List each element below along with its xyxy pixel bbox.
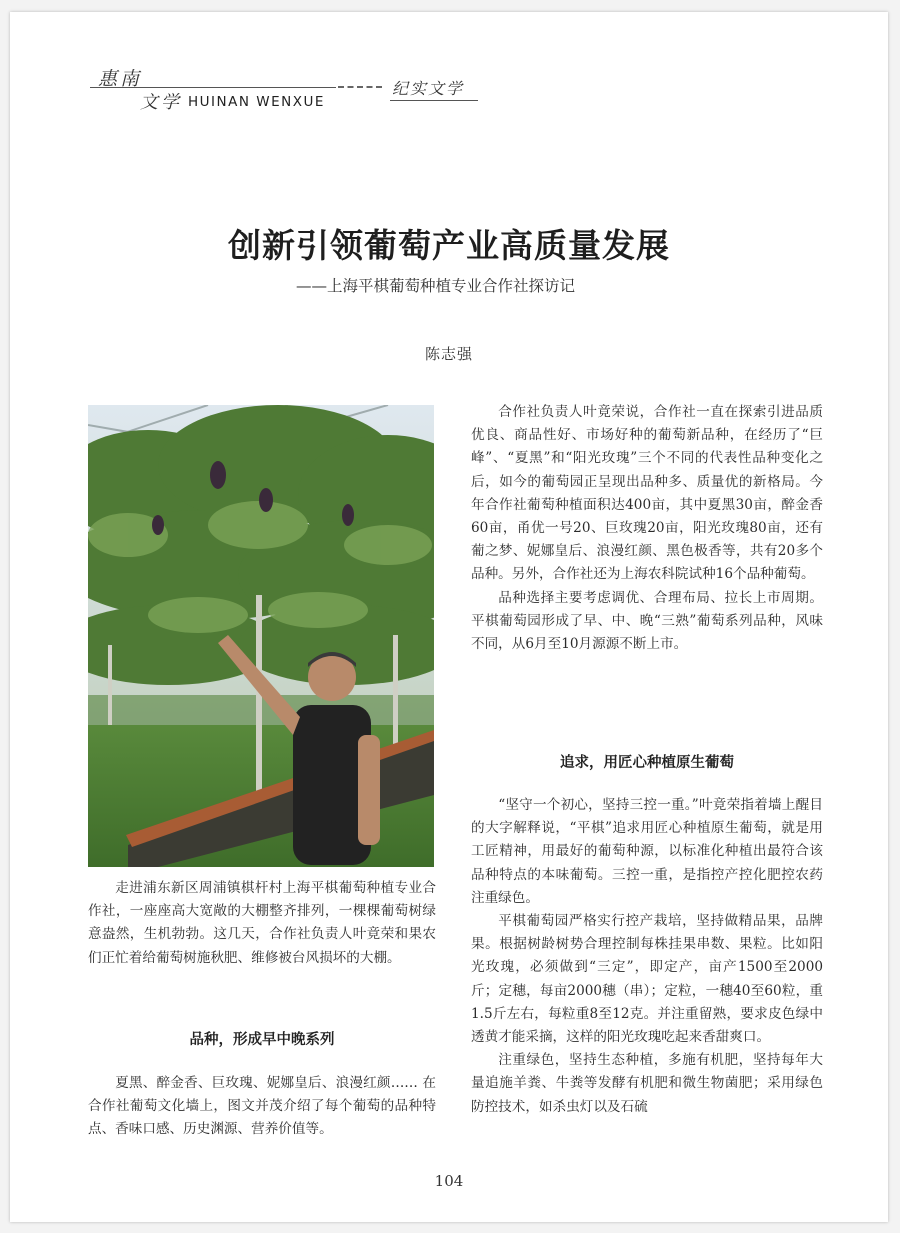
section-label: 纪实文学	[392, 79, 465, 98]
masthead-cn-line2: 文学	[140, 92, 182, 113]
masthead-dash-divider	[338, 86, 382, 88]
intro-paragraph: 走进浦东新区周浦镇棋杆村上海平棋葡萄种植专业合作社，一座座高大宽敞的大棚整齐排列，一棵棵葡萄树绿意盎然，生机勃勃。这几天，合作社负责人叶竟荣和果农们正忙着给葡萄树施秋肥、维修被台风损坏的大棚。	[88, 880, 436, 966]
masthead-rule	[90, 87, 336, 88]
section-heading-varieties: 品种，形成早中晚系列	[189, 1032, 335, 1048]
right-column-bottom	[471, 794, 823, 1119]
article-author: 陈志强	[424, 345, 473, 363]
section-underline	[390, 100, 478, 101]
right-paragraph-5: 注重绿色，坚持生态种植，多施有机肥，坚持每年大量追施羊粪、牛粪等发酵有机肥和微生物菌肥；采用绿色防控技术，如杀虫灯以及石硫	[471, 1052, 823, 1115]
left-column-intro	[88, 877, 436, 970]
masthead	[90, 64, 510, 124]
left-column-varieties	[88, 1072, 436, 1142]
right-column-top	[471, 401, 823, 656]
article-title: 创新引领葡萄产业高质量发展	[228, 226, 670, 265]
section-heading-craft: 追求，用匠心种植原生葡萄	[560, 755, 734, 771]
varieties-paragraph: 夏黑、醉金香、巨玫瑰、妮娜皇后、浪漫红颜…… 在合作社葡萄文化墙上，图文并茂介绍了每个葡萄的品种特点、香味口感、历史渊源、营养价值等。	[88, 1075, 436, 1138]
right-paragraph-4: 平棋葡萄园严格实行控产栽培，坚持做精品果，品牌果。根据树龄树势合理控制每株挂果串数、果粒。比如阳光玫瑰，必须做到“三定”，即定产，亩产1500至2000斤；定穗，每亩2000穗（串）；定粒，一穗40至60粒，重1.5斤左右，每粒重8至12克。并注重留熟，要求皮色绿中透黄才能采摘，这样的阳光玫瑰吃起来香甜爽口。	[471, 913, 823, 1046]
right-paragraph-2: 品种选择主要考虑调优、合理布局、拉长上市周期。平棋葡萄园形成了早、中、晚“三熟”葡萄系列品种，风味不同，从6月至10月源源不断上市。	[471, 589, 823, 653]
masthead-english: HUINAN WENXUE	[188, 94, 325, 110]
article-subtitle: ——上海平棋葡萄种植专业合作社探访记	[296, 277, 576, 295]
masthead-cn-line1: 惠南	[98, 68, 143, 90]
right-paragraph-1: 合作社负责人叶竟荣说，合作社一直在探索引进品质优良、商品性好、市场好种的葡萄新品种，在经历了“巨峰”、“夏黑”和“阳光玫瑰”三个不同的代表性品种变化之后，如今的葡萄园正呈现出品种多、质量优的新格局。今年合作社葡萄种植面积达400亩，其中夏黑30亩，醉金香60亩，甬优一号20、巨玫瑰20亩，阳光玫瑰80亩，还有葡之梦、妮娜皇后、浪漫红颜、黑色极香等，共有20多个品种。另外，合作社还为上海农科院试种16个品种葡萄。	[471, 404, 823, 583]
magazine-page	[10, 12, 888, 1222]
vineyard-photo-illustration	[88, 405, 434, 867]
vineyard-photo	[88, 405, 434, 867]
page-number: 104	[434, 1172, 464, 1190]
right-paragraph-3: “坚守一个初心，坚持三控一重。”叶竟荣指着墙上醒目的大字解释说，“平棋”追求用匠心种植原生葡萄，就是用工匠精神，用最好的葡萄种源，以标准化种植出最符合该品种特点的本味葡萄。三控一重，是指控产控化肥控农药注重绿色。	[471, 797, 823, 906]
